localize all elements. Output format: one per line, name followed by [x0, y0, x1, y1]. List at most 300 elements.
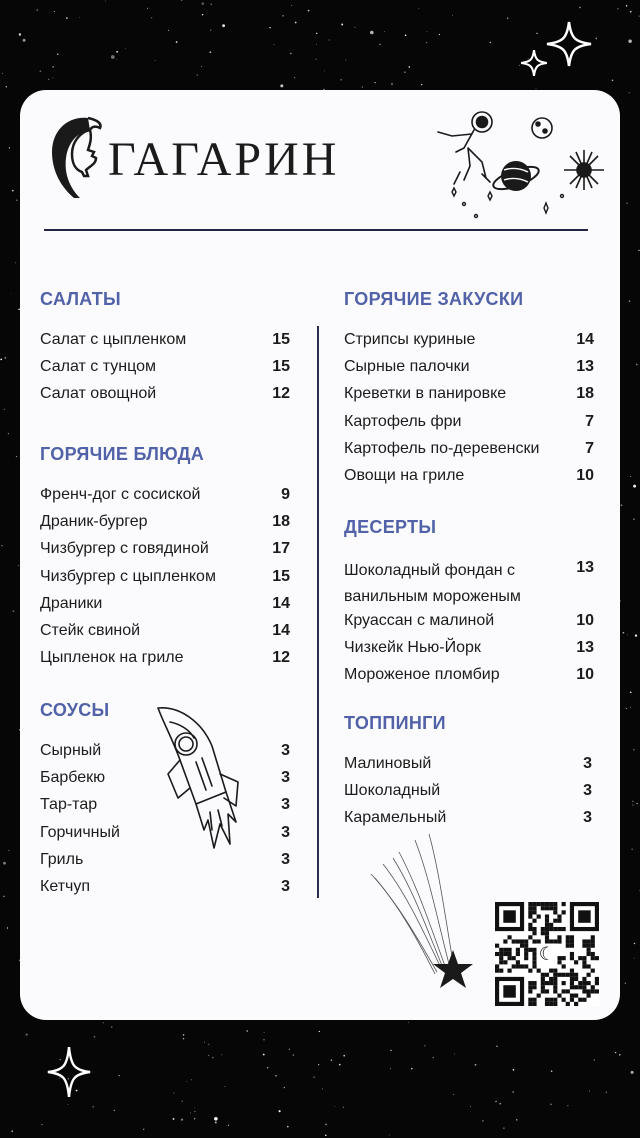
item-name: Овощи на гриле: [344, 466, 465, 484]
section-salads: [40, 289, 290, 412]
star-dot: [280, 84, 283, 87]
star-dot: [16, 200, 17, 201]
item-price: 9: [281, 486, 290, 503]
star-dot: [341, 24, 343, 26]
star-dot: [615, 1052, 616, 1053]
star-dot: [626, 708, 627, 709]
star-dot: [52, 77, 53, 78]
rocket-icon: [150, 702, 260, 882]
star-dot: [638, 250, 639, 251]
item-name: Сырные палочки: [344, 358, 470, 376]
star-dot: [143, 1129, 144, 1130]
item-name: Шоколадный: [344, 782, 441, 800]
star-dot: [4, 409, 5, 410]
item-price: 13: [576, 559, 594, 576]
star-dot: [354, 27, 355, 28]
star-dot: [319, 1031, 320, 1032]
astronaut-icon: [424, 100, 614, 225]
item-list: [40, 330, 290, 412]
star-dot: [125, 48, 126, 49]
star-dot: [384, 31, 385, 32]
star-dot: [482, 1120, 484, 1122]
star-dot: [190, 1113, 191, 1114]
star-dot: [36, 9, 38, 11]
star-dot: [634, 958, 635, 959]
item-name: Кетчуп: [40, 877, 91, 895]
star-dot: [3, 896, 4, 897]
section-title: ГОРЯЧИЕ ЗАКУСКИ: [344, 289, 524, 309]
star-dot: [626, 5, 627, 6]
star-dot: [246, 1030, 248, 1032]
star-dot: [630, 11, 632, 13]
item-name: Чизбургер с цыпленком: [40, 567, 216, 585]
menu-item: [40, 621, 290, 648]
qr-code[interactable]: [494, 902, 600, 1006]
star-dot: [2, 73, 3, 74]
star-dot: [208, 1044, 209, 1045]
star-dot: [345, 59, 346, 60]
star-dot: [408, 66, 410, 68]
star-dot: [295, 22, 297, 24]
star-dot: [103, 1022, 104, 1023]
star-dot: [635, 634, 637, 636]
item-price: 7: [585, 412, 594, 430]
menu-item: [344, 665, 594, 692]
item-name: Сырный: [40, 742, 102, 759]
item-name: Стрипсы куриные: [344, 331, 476, 348]
star-dot: [629, 300, 631, 302]
star-dot: [391, 83, 393, 85]
item-price: 3: [281, 823, 290, 841]
star-dot: [426, 42, 427, 43]
star-dot: [168, 30, 169, 31]
star-dot: [507, 18, 508, 19]
star-dot: [204, 1042, 205, 1043]
star-dot: [636, 364, 638, 366]
star-dot: [282, 15, 283, 16]
column-divider: [317, 326, 319, 898]
star-dot: [210, 30, 211, 31]
star-dot: [263, 1054, 265, 1056]
star-dot: [23, 39, 26, 42]
sun-icon: [564, 150, 604, 190]
section-desserts: [344, 517, 594, 693]
shooting-star-icon: [365, 830, 485, 1000]
star-dot: [3, 862, 6, 865]
star-dot: [594, 1059, 595, 1060]
item-name: Креветки в панировке: [344, 385, 507, 403]
star-dot: [40, 70, 42, 72]
item-price: 10: [576, 612, 594, 629]
star-dot: [411, 1068, 412, 1069]
item-name: ванильным мороженым: [344, 588, 521, 605]
item-price: 10: [576, 466, 594, 484]
star-dot: [536, 33, 537, 34]
star-dot: [181, 0, 183, 1]
star-dot: [7, 927, 8, 928]
star-dot: [374, 82, 375, 83]
star-dot: [634, 943, 635, 944]
menu-item: [344, 466, 594, 493]
star-dot: [405, 35, 407, 37]
star-dot: [181, 1118, 183, 1120]
star-dot: [215, 1121, 217, 1123]
item-price: 14: [272, 594, 290, 612]
star-dot: [197, 75, 198, 76]
item-price: 3: [281, 850, 290, 868]
item-name: Шоколадный фондан с: [344, 562, 515, 579]
star-dot: [551, 1070, 553, 1072]
star-dot: [499, 1103, 500, 1104]
star-dot: [489, 42, 491, 44]
item-name: Салат с цыпленком: [40, 331, 187, 348]
menu-item: [344, 357, 594, 384]
star-dot: [390, 1050, 391, 1051]
item-list: [40, 485, 290, 675]
star-dot: [263, 1039, 264, 1040]
star-dot: [512, 1091, 513, 1092]
star-dot: [9, 850, 10, 851]
star-dot: [176, 41, 178, 43]
star-dot: [0, 359, 2, 361]
menu-item: [344, 754, 592, 781]
menu-item: [40, 384, 290, 411]
star-dot: [595, 37, 597, 39]
star-dot: [275, 1075, 277, 1077]
item-name: Горчичный: [40, 823, 120, 841]
menu-item: [40, 648, 290, 675]
star-dot: [503, 1127, 504, 1128]
star-dot: [212, 1057, 214, 1059]
star-dot: [633, 749, 635, 751]
star-dot: [183, 1038, 185, 1040]
menu-item: [344, 781, 592, 808]
star-dot: [67, 1104, 68, 1105]
star-dot: [628, 39, 631, 42]
star-dot: [343, 1055, 345, 1057]
star-dot: [209, 51, 211, 53]
star-dot: [79, 17, 80, 18]
star-dot: [147, 8, 148, 9]
star-dot: [274, 44, 275, 45]
sparkle-icon: [520, 48, 548, 78]
star-dot: [225, 1086, 226, 1087]
item-price: 3: [583, 782, 592, 800]
star-dot: [289, 1049, 290, 1050]
star-dot: [619, 1054, 621, 1056]
item-price: 17: [272, 540, 290, 558]
star-dot: [343, 1107, 344, 1108]
section-toppings: [344, 713, 592, 836]
star-dot: [567, 1105, 568, 1106]
item-name: Гриль: [40, 850, 84, 868]
star-dot: [612, 80, 613, 81]
star-dot: [630, 691, 632, 693]
star-dot: [11, 1130, 13, 1132]
star-dot: [294, 77, 295, 78]
item-price: 14: [576, 331, 594, 348]
star-dot: [52, 66, 54, 68]
star-dot: [293, 1054, 294, 1055]
menu-item: [344, 558, 594, 611]
item-name: Тар-тар: [40, 796, 98, 814]
item-price: 7: [585, 439, 594, 457]
star-dot: [637, 803, 638, 804]
star-dot: [362, 87, 363, 88]
star-dot: [316, 44, 317, 45]
star-dot: [269, 27, 270, 28]
item-list: [344, 558, 594, 693]
star-dot: [202, 2, 205, 5]
star-dot: [316, 59, 317, 60]
star-dot: [630, 707, 631, 708]
item-price: 12: [272, 385, 290, 403]
star-dot: [6, 86, 7, 87]
star-dot: [606, 1092, 607, 1093]
star-dot: [116, 51, 118, 53]
star-dot: [308, 10, 310, 12]
section-title: СОУСЫ: [40, 700, 110, 720]
star-dot: [623, 632, 625, 634]
star-dot: [631, 1071, 634, 1074]
item-name: Драники: [40, 594, 103, 612]
star-dot: [26, 1034, 28, 1036]
section-title: ДЕСЕРТЫ: [344, 517, 437, 537]
star-dot: [334, 1106, 335, 1107]
item-name: Картофель фри: [344, 412, 462, 430]
item-price: 15: [272, 567, 290, 585]
star-dot: [621, 504, 623, 506]
star-dot: [92, 1106, 94, 1108]
menu-item: [40, 512, 290, 539]
star-dot: [390, 1068, 391, 1069]
section-title: ТОППИНГИ: [344, 713, 446, 733]
item-name: Чизбургер с говядиной: [40, 540, 209, 558]
star-dot: [408, 1022, 409, 1023]
star-dot: [632, 801, 633, 802]
star-dot: [5, 357, 7, 359]
star-dot: [222, 24, 225, 27]
star-dot: [284, 1087, 285, 1088]
star-dot: [550, 1103, 552, 1105]
star-dot: [173, 1118, 175, 1120]
section-title: САЛАТЫ: [40, 289, 121, 309]
item-price: 14: [272, 621, 290, 639]
star-dot: [617, 8, 618, 9]
star-dot: [495, 1101, 496, 1102]
star-dot: [183, 1034, 184, 1035]
star-dot: [16, 456, 17, 457]
star-dot: [322, 1088, 323, 1089]
star-dot: [151, 17, 152, 18]
star-dot: [432, 1057, 434, 1059]
star-dot: [424, 1045, 425, 1046]
item-price: 15: [272, 331, 290, 348]
item-price: 18: [272, 513, 290, 531]
star-dot: [379, 44, 380, 45]
star-dot: [211, 4, 212, 5]
item-name: Круассан с малиной: [344, 612, 495, 629]
menu-item: [344, 611, 594, 638]
star-dot: [214, 1117, 218, 1121]
star-dot: [290, 53, 292, 55]
header-divider: [44, 229, 588, 231]
star-dot: [453, 1094, 454, 1095]
star-dot: [639, 16, 640, 17]
star-dot: [202, 14, 203, 15]
star-dot: [18, 565, 19, 566]
star-dot: [111, 1026, 113, 1028]
star-dot: [114, 1110, 115, 1111]
star-dot: [339, 1064, 341, 1066]
star-dot: [316, 33, 318, 35]
star-dot: [208, 1055, 210, 1057]
svg-text:☾: ☾: [538, 944, 556, 966]
star-dot: [48, 79, 49, 80]
star-dot: [105, 1, 106, 2]
star-dot: [452, 15, 453, 16]
sparkle-icon: [46, 1044, 92, 1100]
section-hot-dishes: [40, 444, 290, 675]
star-dot: [629, 92, 630, 93]
item-list: [344, 754, 592, 836]
star-dot: [439, 34, 440, 35]
item-name: Френч-дог с сосиской: [40, 486, 201, 503]
star-dot: [182, 1100, 183, 1101]
item-name: Чизкейк Нью-Йорк: [344, 639, 481, 657]
menu-item: [344, 412, 594, 439]
menu-card: [20, 90, 620, 1020]
star-dot: [267, 1067, 268, 1068]
menu-item: [344, 330, 594, 357]
star-dot: [324, 71, 325, 72]
star-dot: [264, 1032, 265, 1033]
star-dot: [13, 610, 15, 612]
star-dot: [454, 1053, 455, 1054]
star-dot: [194, 1111, 195, 1112]
gagarin-profile-icon: [44, 112, 106, 202]
star-dot: [117, 59, 118, 60]
star-dot: [94, 1036, 96, 1038]
menu-item: [40, 485, 290, 512]
menu-item: [344, 638, 594, 665]
item-price: 3: [281, 769, 290, 787]
star-dot: [8, 433, 9, 434]
menu-item: [40, 357, 290, 384]
item-name: Картофель по-деревенски: [344, 439, 540, 457]
menu-item: [40, 330, 290, 357]
star-dot: [19, 33, 21, 35]
item-name: Малиновый: [344, 755, 432, 772]
item-name: Карамельный: [344, 809, 447, 827]
star-dot: [12, 190, 14, 192]
star-dot: [318, 1064, 319, 1065]
star-dot: [194, 1118, 195, 1119]
item-price: 3: [281, 796, 290, 814]
star-dot: [331, 1059, 332, 1060]
menu-item: [40, 539, 290, 566]
star-dot: [513, 1069, 515, 1071]
star-dot: [325, 1134, 327, 1136]
item-price: 3: [281, 742, 290, 759]
item-price: 13: [576, 358, 594, 376]
star-dot: [579, 7, 581, 9]
star-dot: [625, 983, 627, 985]
item-list: [344, 330, 594, 493]
sparkle-icon: [545, 20, 593, 68]
star-dot: [66, 17, 68, 19]
star-dot: [57, 53, 59, 55]
item-price: 3: [583, 809, 592, 827]
star-dot: [191, 1079, 192, 1080]
star-dot: [313, 1076, 315, 1078]
star-dot: [54, 11, 55, 12]
star-dot: [475, 1064, 477, 1066]
item-price: 10: [576, 666, 594, 684]
star-dot: [155, 60, 156, 61]
menu-item: [40, 567, 290, 594]
star-dot: [279, 1110, 281, 1112]
star-dot: [174, 1093, 175, 1094]
star-dot: [15, 262, 16, 263]
item-price: 18: [576, 385, 594, 403]
item-name: Драник-бургер: [40, 513, 148, 531]
star-dot: [42, 1124, 43, 1125]
star-dot: [626, 203, 628, 205]
star-dot: [427, 31, 428, 32]
star-dot: [291, 5, 292, 6]
star-dot: [630, 476, 631, 477]
menu-item: [40, 594, 290, 621]
star-dot: [1, 545, 2, 546]
section-title: ГОРЯЧИЕ БЛЮДА: [40, 444, 205, 464]
star-dot: [589, 1091, 590, 1092]
item-name: Салат овощной: [40, 385, 157, 403]
star-dot: [631, 848, 633, 850]
star-dot: [633, 485, 636, 488]
item-price: 3: [583, 755, 592, 772]
star-dot: [9, 147, 10, 148]
star-dot: [418, 8, 419, 9]
star-dot: [389, 1135, 390, 1136]
star-dot: [201, 66, 202, 67]
item-price: 13: [576, 639, 594, 657]
star-dot: [404, 71, 406, 73]
item-name: Цыпленок на гриле: [40, 649, 184, 667]
item-name: Барбекю: [40, 769, 106, 787]
star-dot: [370, 31, 374, 35]
star-dot: [111, 55, 115, 59]
star-dot: [195, 1107, 196, 1108]
item-price: 15: [272, 358, 290, 376]
item-name: Стейк свиной: [40, 621, 141, 639]
item-name: Мороженое пломбир: [344, 666, 500, 684]
star-dot: [186, 1081, 187, 1082]
star-dot: [340, 79, 342, 81]
star-dot: [496, 1045, 498, 1047]
star-dot: [287, 1126, 289, 1128]
star-dot: [633, 519, 634, 520]
star-dot: [221, 1054, 222, 1055]
section-hot-snacks: [344, 289, 594, 493]
star-dot: [632, 804, 633, 805]
menu-item: [344, 384, 594, 411]
item-price: 12: [272, 649, 290, 667]
star-dot: [516, 1119, 517, 1120]
star-dot: [470, 1106, 471, 1107]
star-dot: [228, 1125, 229, 1126]
menu-item: [344, 439, 594, 466]
